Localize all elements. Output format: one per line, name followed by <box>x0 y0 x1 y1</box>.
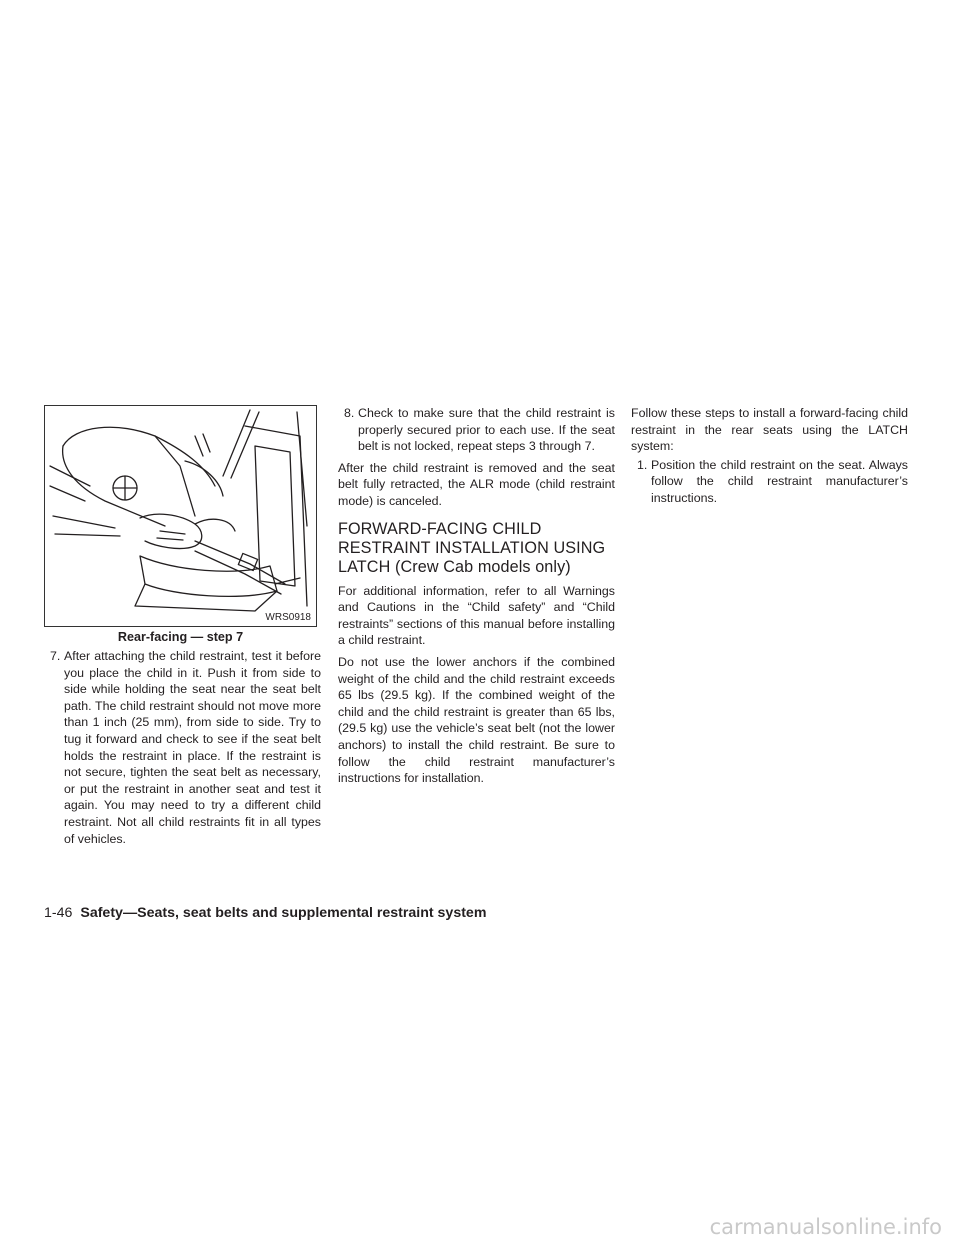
step-8-number: 8. <box>344 406 355 420</box>
figure-code: WRS0918 <box>265 612 311 623</box>
step-8-text: Check to make sure that the child restraint is properly secured prior to each use. If the seat belt is not locked, repeat steps 3 through 7. <box>358 406 615 454</box>
watermark: carmanualsonline.info <box>709 1215 942 1239</box>
page-footer <box>44 905 486 922</box>
column-right <box>631 405 908 507</box>
column-middle <box>338 405 615 787</box>
warnings-paragraph: For additional information, refer to all Warnings and Cautions in the “Child safety” and “Child restraints” sections of this manual before installing a child restraint. <box>338 583 615 648</box>
page-number: 1-46 <box>44 905 73 921</box>
section-heading: FORWARD-FACING CHILD RESTRAINT INSTALLATION USING LATCH (Crew Cab models only) <box>338 519 606 576</box>
step-1 <box>631 457 908 507</box>
step-7-text: After attaching the child restraint, test it before you place the child in it. Push it from side to side while holding the seat near the seat belt path. The child restraint should not move more than 1 inch (25 mm), from side to side. Try to tug it forward and check to see if the seat belt holds the restraint in place. If the restraint is not secure, tighten the seat belt as necessary, or put the restraint in another seat and test it again. You may need to try a different child restraint. Not all child restraints fit in all types of vehicles. <box>64 649 321 846</box>
column-left <box>44 405 321 847</box>
step-1-text: Position the child restraint on the seat. Always follow the child restraint manufacturer’s instructions. <box>651 457 908 505</box>
illustration-rear-facing-step-7 <box>44 405 317 627</box>
step-8 <box>338 405 615 455</box>
section-title: Safety—Seats, seat belts and supplemental restraint system <box>80 905 487 921</box>
alr-mode-paragraph: After the child restraint is removed and the seat belt fully retracted, the ALR mode (child restraint mode) is canceled. <box>338 460 615 508</box>
step-7 <box>44 648 321 847</box>
figure-caption: Rear-facing — step 7 <box>117 630 244 644</box>
child-seat-illustration <box>45 406 316 626</box>
step-7-number: 7. <box>50 649 61 663</box>
step-1-number: 1. <box>637 457 648 472</box>
latch-steps-intro: Follow these steps to install a forward-facing child restraint in the rear seats using the LATCH system: <box>631 406 908 454</box>
lower-anchors-paragraph: Do not use the lower anchors if the combined weight of the child and the child restraint exceeds 65 lbs (29.5 kg). If the combined weight of the child and the child restraint is greater than 65 lbs, (29.5 kg) use the vehicle’s seat belt (not the lower anchors) to install the child restraint. Be sure to follow the child restraint manufacturer’s instructions for installation. <box>338 654 615 786</box>
